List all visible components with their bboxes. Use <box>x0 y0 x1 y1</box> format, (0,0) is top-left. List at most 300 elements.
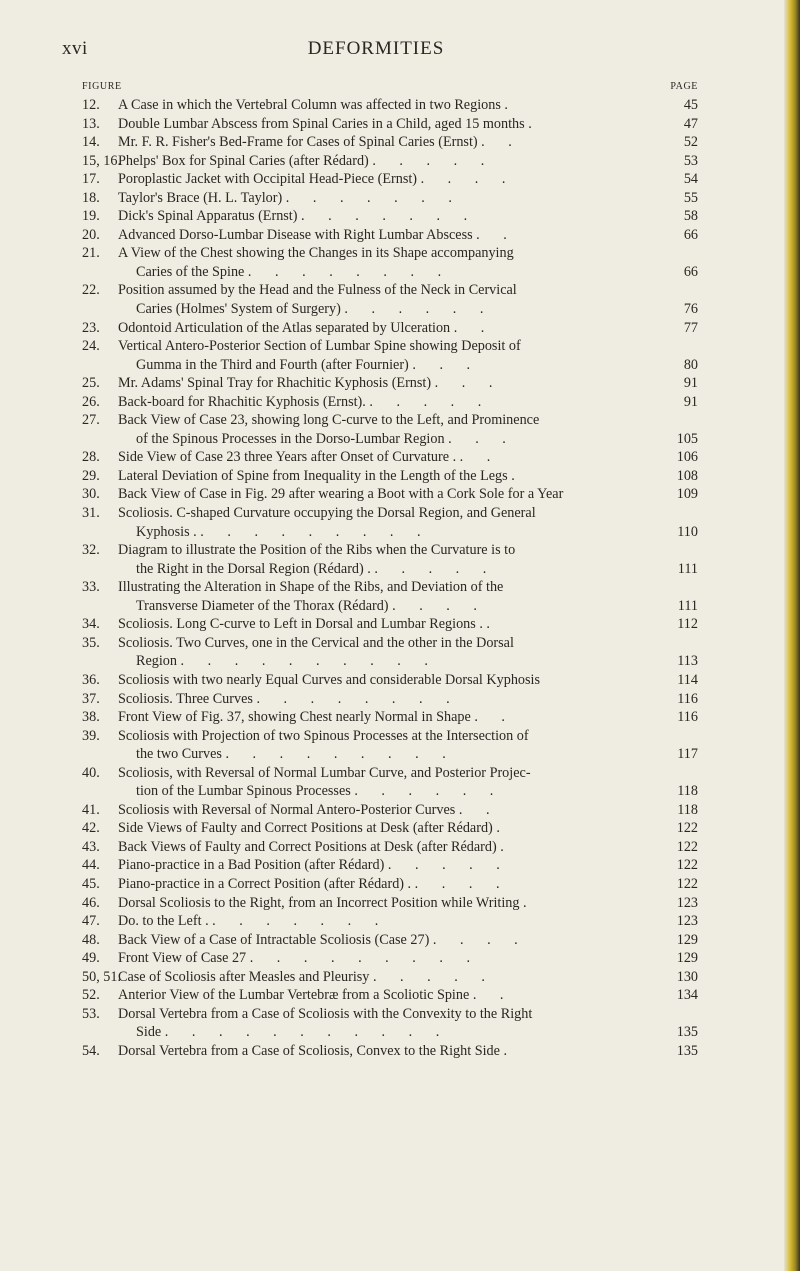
caption-text: Region <box>136 653 177 670</box>
leader-dots: . <box>496 820 510 837</box>
list-item <box>82 801 698 820</box>
page-reference: 106 <box>676 449 698 466</box>
figure-number: 34. <box>82 616 100 633</box>
figure-caption <box>118 578 503 597</box>
caption-text: Diagram to illustrate the Position of the Ribs when the Curvature is to <box>118 542 516 559</box>
list-line <box>82 263 698 282</box>
figure-caption <box>118 671 540 690</box>
page-reference: 129 <box>676 931 698 948</box>
page-reference: 54 <box>683 171 698 188</box>
figure-number: 23. <box>82 319 100 336</box>
caption-text: Side <box>136 1024 162 1041</box>
list-item <box>82 615 698 634</box>
list-line <box>82 133 698 152</box>
leader-dots: . . . . . <box>369 393 492 410</box>
figure-caption <box>136 597 487 616</box>
list-line <box>82 170 698 189</box>
figure-number: 22. <box>82 282 100 299</box>
figure-caption <box>118 170 515 189</box>
list-line <box>82 244 698 263</box>
figure-caption <box>118 448 500 467</box>
leader-dots: . . . . . . . <box>301 208 478 225</box>
caption-text: Odontoid Articulation of the Atlas separated by Ulceration <box>118 319 451 336</box>
list-line <box>82 727 698 746</box>
figure-number: 48. <box>82 931 100 948</box>
figure-caption <box>118 467 525 486</box>
leader-dots: . . . . . . . . . <box>225 746 456 763</box>
figure-caption <box>118 504 536 523</box>
list-line <box>82 541 698 560</box>
leader-dots: . <box>500 838 514 855</box>
leader-dots: . . . . . . . . <box>256 690 460 707</box>
list-line <box>82 226 698 245</box>
list-item <box>82 189 698 208</box>
page-reference: 116 <box>677 690 698 707</box>
figure-caption <box>136 652 438 671</box>
list-line <box>82 931 698 950</box>
caption-text: Back Views of Faulty and Correct Positions at Desk (after Rédard) <box>118 838 497 855</box>
leader-dots: . . . . . <box>372 968 495 985</box>
page-reference: 122 <box>676 820 698 837</box>
figure-number: 53. <box>82 1005 100 1022</box>
page-reference: 118 <box>677 801 698 818</box>
list-item <box>82 912 698 931</box>
list-item <box>82 393 698 412</box>
leader-dots: . . . . <box>420 171 516 188</box>
caption-text: Lateral Deviation of Spine from Inequality in the Length of the Legs <box>118 467 508 484</box>
figure-number: 18. <box>82 189 100 206</box>
figure-number: 38. <box>82 709 100 726</box>
list-line <box>82 504 698 523</box>
list-line <box>82 300 698 319</box>
caption-text: tion of the Lumbar Spinous Processes <box>136 783 351 800</box>
list-line <box>82 467 698 486</box>
page-reference: 123 <box>676 913 698 930</box>
figure-number: 50, 51. <box>82 968 122 985</box>
page-reference: 135 <box>676 1024 698 1041</box>
list-line <box>82 801 698 820</box>
figure-number: 26. <box>82 393 100 410</box>
list-item <box>82 319 698 338</box>
list-item <box>82 133 698 152</box>
caption-text: Back View of Case 23, showing long C-curve to the Left, and Prominence <box>118 412 540 429</box>
leader-dots: . . <box>476 226 517 243</box>
figure-caption <box>136 745 456 764</box>
leader-dots: . . <box>481 134 522 151</box>
figure-number: 29. <box>82 467 100 484</box>
caption-text: Caries (Holmes' System of Surgery) <box>136 301 341 318</box>
figure-number: 31. <box>82 505 100 522</box>
list-line <box>82 634 698 653</box>
page-edge <box>784 0 800 1271</box>
list-line <box>82 115 698 134</box>
figure-caption <box>118 764 531 783</box>
caption-text: Transverse Diameter of the Thorax (Rédard) <box>136 597 389 614</box>
caption-text: Back-board for Rhachitic Kyphosis (Ernst). <box>118 393 366 410</box>
caption-text: Gumma in the Third and Fourth (after Fournier) <box>136 356 409 373</box>
list-line <box>82 374 698 393</box>
caption-text: Vertical Antero-Posterior Section of Lumbar Spine showing Deposit of <box>118 338 521 355</box>
figure-caption <box>136 300 493 319</box>
list-line <box>82 912 698 931</box>
figure-caption <box>118 986 513 1005</box>
list-item <box>82 96 698 115</box>
figure-caption <box>118 894 537 913</box>
page-reference: 55 <box>683 189 698 206</box>
figure-caption <box>118 856 510 875</box>
list-item <box>82 541 698 578</box>
page-reference: 111 <box>677 597 698 614</box>
caption-text: Side Views of Faulty and Correct Positions at Desk (after Rédard) <box>118 820 493 837</box>
caption-text: Kyphosis . <box>136 523 197 540</box>
caption-text: Taylor's Brace (H. L. Taylor) <box>118 189 283 206</box>
page-reference: 109 <box>676 486 698 503</box>
figure-caption <box>118 875 509 894</box>
figure-number: 19. <box>82 208 100 225</box>
figure-number: 25. <box>82 375 100 392</box>
list-item <box>82 690 698 709</box>
list-line <box>82 96 698 115</box>
list-item <box>82 894 698 913</box>
list-item <box>82 485 698 504</box>
page-reference: 122 <box>676 857 698 874</box>
leader-dots: . <box>523 894 537 911</box>
figure-caption <box>136 782 503 801</box>
list-item <box>82 207 698 226</box>
leader-dots: . . . . . <box>387 857 510 874</box>
figure-caption <box>118 337 521 356</box>
figure-caption <box>118 207 477 226</box>
page-reference: 116 <box>677 709 698 726</box>
caption-text: Scoliosis. Two Curves, one in the Cervical and the other in the Dorsal <box>118 634 514 651</box>
page-reference: 58 <box>683 208 698 225</box>
page-reference: 114 <box>677 671 698 688</box>
page-reference: 122 <box>676 838 698 855</box>
page-reference: 45 <box>683 97 698 113</box>
list-line <box>82 856 698 875</box>
figure-caption <box>118 949 480 968</box>
list-item <box>82 949 698 968</box>
list-line <box>82 560 698 579</box>
caption-text: Advanced Dorso-Lumbar Disease with Right Lumbar Abscess <box>118 226 473 243</box>
page-reference: 129 <box>676 950 698 967</box>
page-reference: 130 <box>676 968 698 985</box>
list-line <box>82 319 698 338</box>
figure-list <box>82 96 698 1060</box>
leader-dots: . . . . . . . . . . . <box>164 1024 450 1041</box>
list-line <box>82 152 698 171</box>
figure-caption <box>118 281 517 300</box>
leader-dots: . . . . . . <box>354 783 504 800</box>
caption-text: Dorsal Vertebra from a Case of Scoliosis with the Convexity to the Right <box>118 1005 533 1022</box>
page-reference: 110 <box>677 523 698 540</box>
caption-text: Piano-practice in a Correct Position (after Rédard) . <box>118 875 412 892</box>
leader-dots: . . <box>472 987 514 1004</box>
list-line <box>82 393 698 412</box>
page-number: xvi <box>62 38 88 59</box>
list-item <box>82 838 698 857</box>
list-line <box>82 894 698 913</box>
list-line <box>82 708 698 727</box>
leader-dots: . <box>528 115 542 132</box>
caption-text: Case of Scoliosis after Measles and Pleurisy <box>118 968 370 985</box>
list-line <box>82 764 698 783</box>
leader-dots: . <box>511 467 525 484</box>
caption-text: Dorsal Vertebra from a Case of Scoliosis, Convex to the Right Side <box>118 1042 500 1059</box>
list-line <box>82 485 698 504</box>
figure-caption <box>118 541 515 560</box>
leader-dots: . <box>504 97 518 113</box>
caption-text: Side View of Case 23 three Years after Onset of Curvature . <box>118 449 457 466</box>
page-reference: 134 <box>676 987 698 1004</box>
list-item <box>82 152 698 171</box>
leader-dots: . . <box>459 449 501 466</box>
list-line <box>82 1042 698 1061</box>
figure-caption <box>118 690 460 709</box>
caption-text: Position assumed by the Head and the Fulness of the Neck in Cervical <box>118 282 517 299</box>
leader-dots: . . . . . . <box>344 301 494 318</box>
list-item <box>82 856 698 875</box>
list-item <box>82 578 698 615</box>
page-reference: 111 <box>677 560 698 577</box>
caption-text: Mr. F. R. Fisher's Bed-Frame for Cases of Spinal Caries (Ernst) <box>118 134 478 151</box>
list-line <box>82 411 698 430</box>
column-headings <box>82 81 698 95</box>
list-item <box>82 708 698 727</box>
figure-caption <box>118 485 563 504</box>
figure-number: 17. <box>82 171 100 188</box>
caption-text: Caries of the Spine <box>136 263 245 280</box>
page-reference: 108 <box>676 467 698 484</box>
figure-caption <box>136 263 451 282</box>
list-line <box>82 690 698 709</box>
list-item <box>82 1042 698 1061</box>
caption-text: Poroplastic Jacket with Occipital Head-Piece (Ernst) <box>118 171 418 188</box>
figure-column-heading: FIGURE <box>82 81 122 92</box>
caption-text: Front View of Fig. 37, showing Chest nearly Normal in Shape <box>118 709 471 726</box>
list-item <box>82 337 698 374</box>
figure-caption <box>118 244 514 263</box>
leader-dots: . . . <box>412 356 481 373</box>
caption-text: Dick's Spinal Apparatus (Ernst) <box>118 208 298 225</box>
page-reference: 91 <box>683 375 698 392</box>
list-item <box>82 226 698 245</box>
figure-caption <box>118 819 510 838</box>
figure-caption <box>118 226 517 245</box>
list-item <box>82 634 698 671</box>
list-line <box>82 782 698 801</box>
page-reference: 112 <box>677 616 698 633</box>
list-item <box>82 819 698 838</box>
list-line <box>82 430 698 449</box>
caption-text: Scoliosis with Reversal of Normal Antero-Posterior Curves <box>118 801 456 818</box>
leader-dots: . . . . . . . . . . <box>180 653 438 670</box>
leader-dots: . . . . . <box>372 152 495 169</box>
caption-text: A Case in which the Vertebral Column was affected in two Regions <box>118 97 501 113</box>
caption-text: Scoliosis with Projection of two Spinous Processes at the Intersection of <box>118 727 529 744</box>
list-item <box>82 170 698 189</box>
leader-dots: . . . . . <box>374 560 497 577</box>
list-item <box>82 1005 698 1042</box>
leader-dots: . . . . . . . <box>285 189 462 206</box>
figure-number: 35. <box>82 634 100 651</box>
figure-number: 52. <box>82 987 100 1004</box>
list-line <box>82 745 698 764</box>
figure-number: 54. <box>82 1042 100 1059</box>
list-line <box>82 523 698 542</box>
page-title: DEFORMITIES <box>307 38 445 59</box>
leader-dots: . . . <box>434 375 503 392</box>
figure-number: 13. <box>82 115 100 132</box>
page-reference: 47 <box>683 115 698 132</box>
figure-number: 40. <box>82 764 100 781</box>
caption-text: A View of the Chest showing the Changes in its Shape accompanying <box>118 245 514 262</box>
page-reference: 113 <box>677 653 698 670</box>
leader-dots: . . . <box>448 430 516 447</box>
figure-caption <box>136 1023 449 1042</box>
list-line <box>82 819 698 838</box>
figure-number: 12. <box>82 97 100 113</box>
page-reference: 66 <box>683 263 698 280</box>
list-item <box>82 504 698 541</box>
figure-caption <box>118 152 494 171</box>
list-line <box>82 652 698 671</box>
leader-dots: . . . . . . . . . <box>249 950 480 967</box>
figure-caption <box>118 374 502 393</box>
figure-caption <box>118 912 388 931</box>
figure-caption <box>118 133 522 152</box>
page-reference: 105 <box>676 430 698 447</box>
list-line <box>82 281 698 300</box>
figure-caption <box>118 411 539 430</box>
caption-text: Double Lumbar Abscess from Spinal Caries in a Child, aged 15 months <box>118 115 525 132</box>
figure-caption <box>136 430 516 449</box>
list-line <box>82 875 698 894</box>
caption-text: Dorsal Scoliosis to the Right, from an Incorrect Position while Writing <box>118 894 520 911</box>
list-line <box>82 1005 698 1024</box>
leader-dots: . . . . <box>414 875 510 892</box>
list-item <box>82 931 698 950</box>
figure-caption <box>118 319 494 338</box>
page-reference: 52 <box>683 134 698 151</box>
caption-text: Scoliosis with two nearly Equal Curves and considerable Dorsal Kyphosis <box>118 671 541 688</box>
page-reference: 53 <box>683 152 698 169</box>
figure-number: 45. <box>82 875 100 892</box>
figure-caption <box>118 968 495 987</box>
figure-caption <box>118 838 514 857</box>
figure-caption <box>136 523 431 542</box>
figure-caption <box>118 931 528 950</box>
leader-dots: . . . . . . . . <box>247 263 452 280</box>
figure-number: 24. <box>82 338 100 355</box>
figure-caption <box>118 615 500 634</box>
running-head <box>62 38 750 66</box>
list-line <box>82 838 698 857</box>
figure-number: 21. <box>82 245 100 262</box>
list-item <box>82 115 698 134</box>
figure-number: 14. <box>82 134 100 151</box>
figure-number: 42. <box>82 820 100 837</box>
page-reference: 123 <box>676 894 698 911</box>
list-item <box>82 968 698 987</box>
list-line <box>82 337 698 356</box>
figure-caption <box>136 560 496 579</box>
leader-dots: . <box>503 1042 518 1059</box>
caption-text: Anterior View of the Lumbar Vertebræ from a Scoliotic Spine <box>118 987 470 1004</box>
caption-text: Scoliosis. C-shaped Curvature occupying the Dorsal Region, and General <box>118 505 536 522</box>
caption-text: of the Spinous Processes in the Dorso-Lumbar Region <box>136 430 445 447</box>
caption-text: Back View of a Case of Intractable Scoliosis (Case 27) <box>118 931 430 948</box>
list-line <box>82 949 698 968</box>
list-line <box>82 448 698 467</box>
figure-number: 27. <box>82 412 100 429</box>
caption-text: Back View of Case in Fig. 29 after wearing a Boot with a Cork Sole for a Year <box>118 486 564 503</box>
figure-caption <box>118 189 462 208</box>
figure-caption <box>136 356 480 375</box>
caption-text: Phelps' Box for Spinal Caries (after Rédard) <box>118 152 369 169</box>
list-line <box>82 597 698 616</box>
page-reference: 122 <box>676 875 698 892</box>
list-item <box>82 281 698 318</box>
list-item <box>82 875 698 894</box>
figure-number: 33. <box>82 579 100 596</box>
list-item <box>82 727 698 764</box>
figure-number: 44. <box>82 857 100 874</box>
figure-number: 30. <box>82 486 100 503</box>
leader-dots: . . <box>458 801 500 818</box>
list-line <box>82 578 698 597</box>
caption-text: the Right in the Dorsal Region (Rédard) . <box>136 560 371 577</box>
figure-number: 47. <box>82 913 100 930</box>
figure-caption <box>118 1005 532 1024</box>
leader-dots: . <box>486 616 500 633</box>
caption-text: Illustrating the Alteration in Shape of the Ribs, and Deviation of the <box>118 579 504 596</box>
list-line <box>82 356 698 375</box>
caption-text: Front View of Case 27 <box>118 950 247 967</box>
page-reference: 135 <box>676 1042 698 1059</box>
leader-dots: . . . . . . . <box>212 913 389 930</box>
leader-dots: . . <box>453 319 495 336</box>
figure-caption <box>118 708 515 727</box>
figure-number: 36. <box>82 671 100 688</box>
page-reference: 117 <box>677 746 698 763</box>
figure-number: 39. <box>82 727 100 744</box>
list-item <box>82 411 698 448</box>
figure-number: 15, 16. <box>82 152 122 169</box>
caption-text: the two Curves <box>136 746 222 763</box>
figure-number: 49. <box>82 950 100 967</box>
page-reference: 80 <box>683 356 698 373</box>
figure-number: 37. <box>82 690 100 707</box>
leader-dots: . . . . <box>432 931 528 948</box>
leader-dots: . . . . <box>392 597 487 614</box>
list-item <box>82 671 698 690</box>
list-line <box>82 986 698 1005</box>
figure-caption <box>118 634 514 653</box>
list-line <box>82 189 698 208</box>
figure-caption <box>118 801 500 820</box>
figure-caption <box>118 115 542 134</box>
caption-text: Scoliosis. Three Curves <box>118 690 253 707</box>
list-line <box>82 1023 698 1042</box>
page-reference: 76 <box>683 301 698 318</box>
caption-text: Piano-practice in a Bad Position (after Rédard) <box>118 857 385 874</box>
figure-number: 41. <box>82 801 100 818</box>
page-column-heading: PAGE <box>670 81 698 92</box>
list-line <box>82 671 698 690</box>
figure-number: 20. <box>82 226 100 243</box>
leader-dots: . . . . . . . . . <box>200 523 431 540</box>
